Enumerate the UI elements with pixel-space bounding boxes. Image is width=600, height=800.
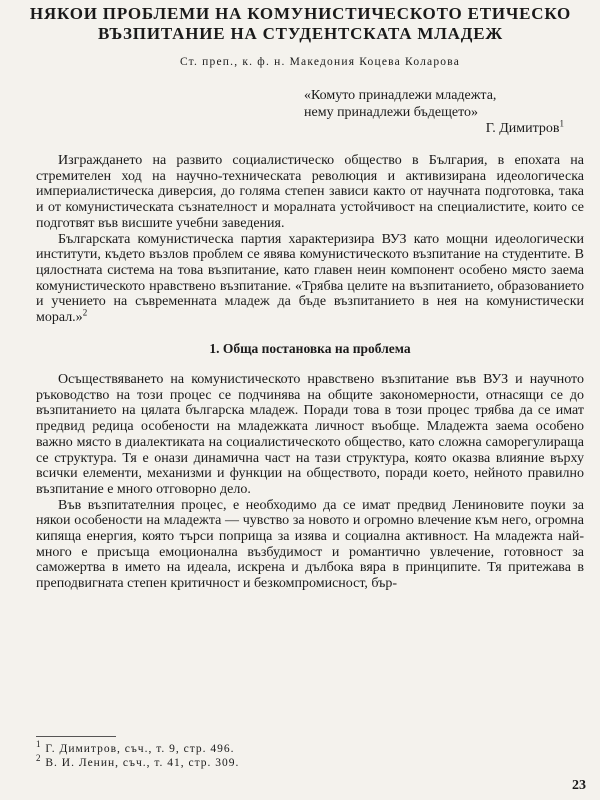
intro-paragraph-1: Изграждането на развито социалистическо общество в България, в епохата на стремителен ход на научно-техническата революция и активизирана идеологическа империалистическа диверсия, до голяма степен зависи както от научната подготовка, така и от комунистическата съзнателност и моралната устойчивост на специалистите, които се подготвят във висшите учебни заведения.	[36, 153, 584, 231]
section-text	[36, 372, 584, 592]
section-paragraph-1: Осъществяването на комунистическото нравствено възпитание във ВУЗ и научното ръководство на този процес се подчинява на общите закономерности, отнасящи се до възпитанието на цялата българска младеж. Поради това в този процес трябва да се имат предвид редица особености на младежката личност въобще. Младежта заема особено важно място в диалектиката на социалистическото общество, като сложна саморегулираща се структура. Тя е онази динамична част на тази структура, която оказва влияние върху всички елементи, механизми и функции на обществото, поради което, нейното правилно възпитание е много отговорно дело.	[36, 372, 584, 497]
footnote-text: Г. Димитров, съч., т. 9, стр. 496.	[45, 743, 235, 755]
title-line-1: НЯКОИ ПРОБЛЕМИ НА КОМУНИСТИЧЕСКОТО ЕТИЧЕСКО	[29, 4, 572, 23]
footnote-divider	[36, 736, 116, 737]
section-paragraph-2: Във възпитателния процес, е необходимо да се имат предвид Лениновите поуки за някои особености на младежта — чувство за новото и огромно влечение към него, огромна кипяща енергия, която търси поприща за изява и социална активност. На младежта най-много е присъща емоционална възбудимост и романтично увлечение, готовност за саможертва в името на идеала, искрена и дълбока вяра в принципите. Тя притежава в преподвигната степен критичност и безкомпромисност, бър-	[36, 497, 584, 592]
epigraph-author: Г. Димитров	[485, 121, 560, 136]
epigraph-attribution	[304, 118, 584, 138]
footnote	[36, 739, 436, 756]
footnote-mark: 2	[36, 753, 42, 764]
author-line: Ст. преп., к. ф. н. Македония Коцева Коларова	[179, 56, 461, 68]
intro-paragraph-2	[36, 232, 584, 326]
epigraph	[304, 88, 584, 138]
section-heading: 1. Обща постановка на проблема	[209, 341, 411, 356]
epigraph-line-1: «Комуто принадлежи младежта,	[304, 88, 497, 103]
footnote-mark: 1	[36, 739, 42, 750]
article-title	[28, 4, 573, 44]
footnote	[36, 753, 436, 770]
footnote-text: В. И. Ленин, съч., т. 41, стр. 309.	[45, 757, 240, 769]
intro-paragraph-2-text: Българската комунистическа партия характеризира ВУЗ като мощни идеологически институти, където възлов проблем се явява комунистическото възпитание на студентите. В цялостната система на това възпитание, като главен неин компонент особено място заема комунистическото нравствено възпитание. «Трябва целите на възпитанието, образованието и учението на съвременната младеж да бъде възпитанието в нея на комунистически морал.»	[36, 231, 584, 326]
epigraph-line-2: нему принадлежи бъдещето»	[304, 104, 479, 120]
page-number: 23	[572, 778, 586, 793]
footnote-ref-2: 2	[82, 307, 88, 318]
footnotes	[36, 739, 436, 770]
intro-text	[36, 153, 584, 326]
footnote-ref-1: 1	[559, 118, 564, 129]
title-line-2: ВЪЗПИТАНИЕ НА СТУДЕНТСКАТА МЛАДЕЖ	[97, 24, 504, 43]
